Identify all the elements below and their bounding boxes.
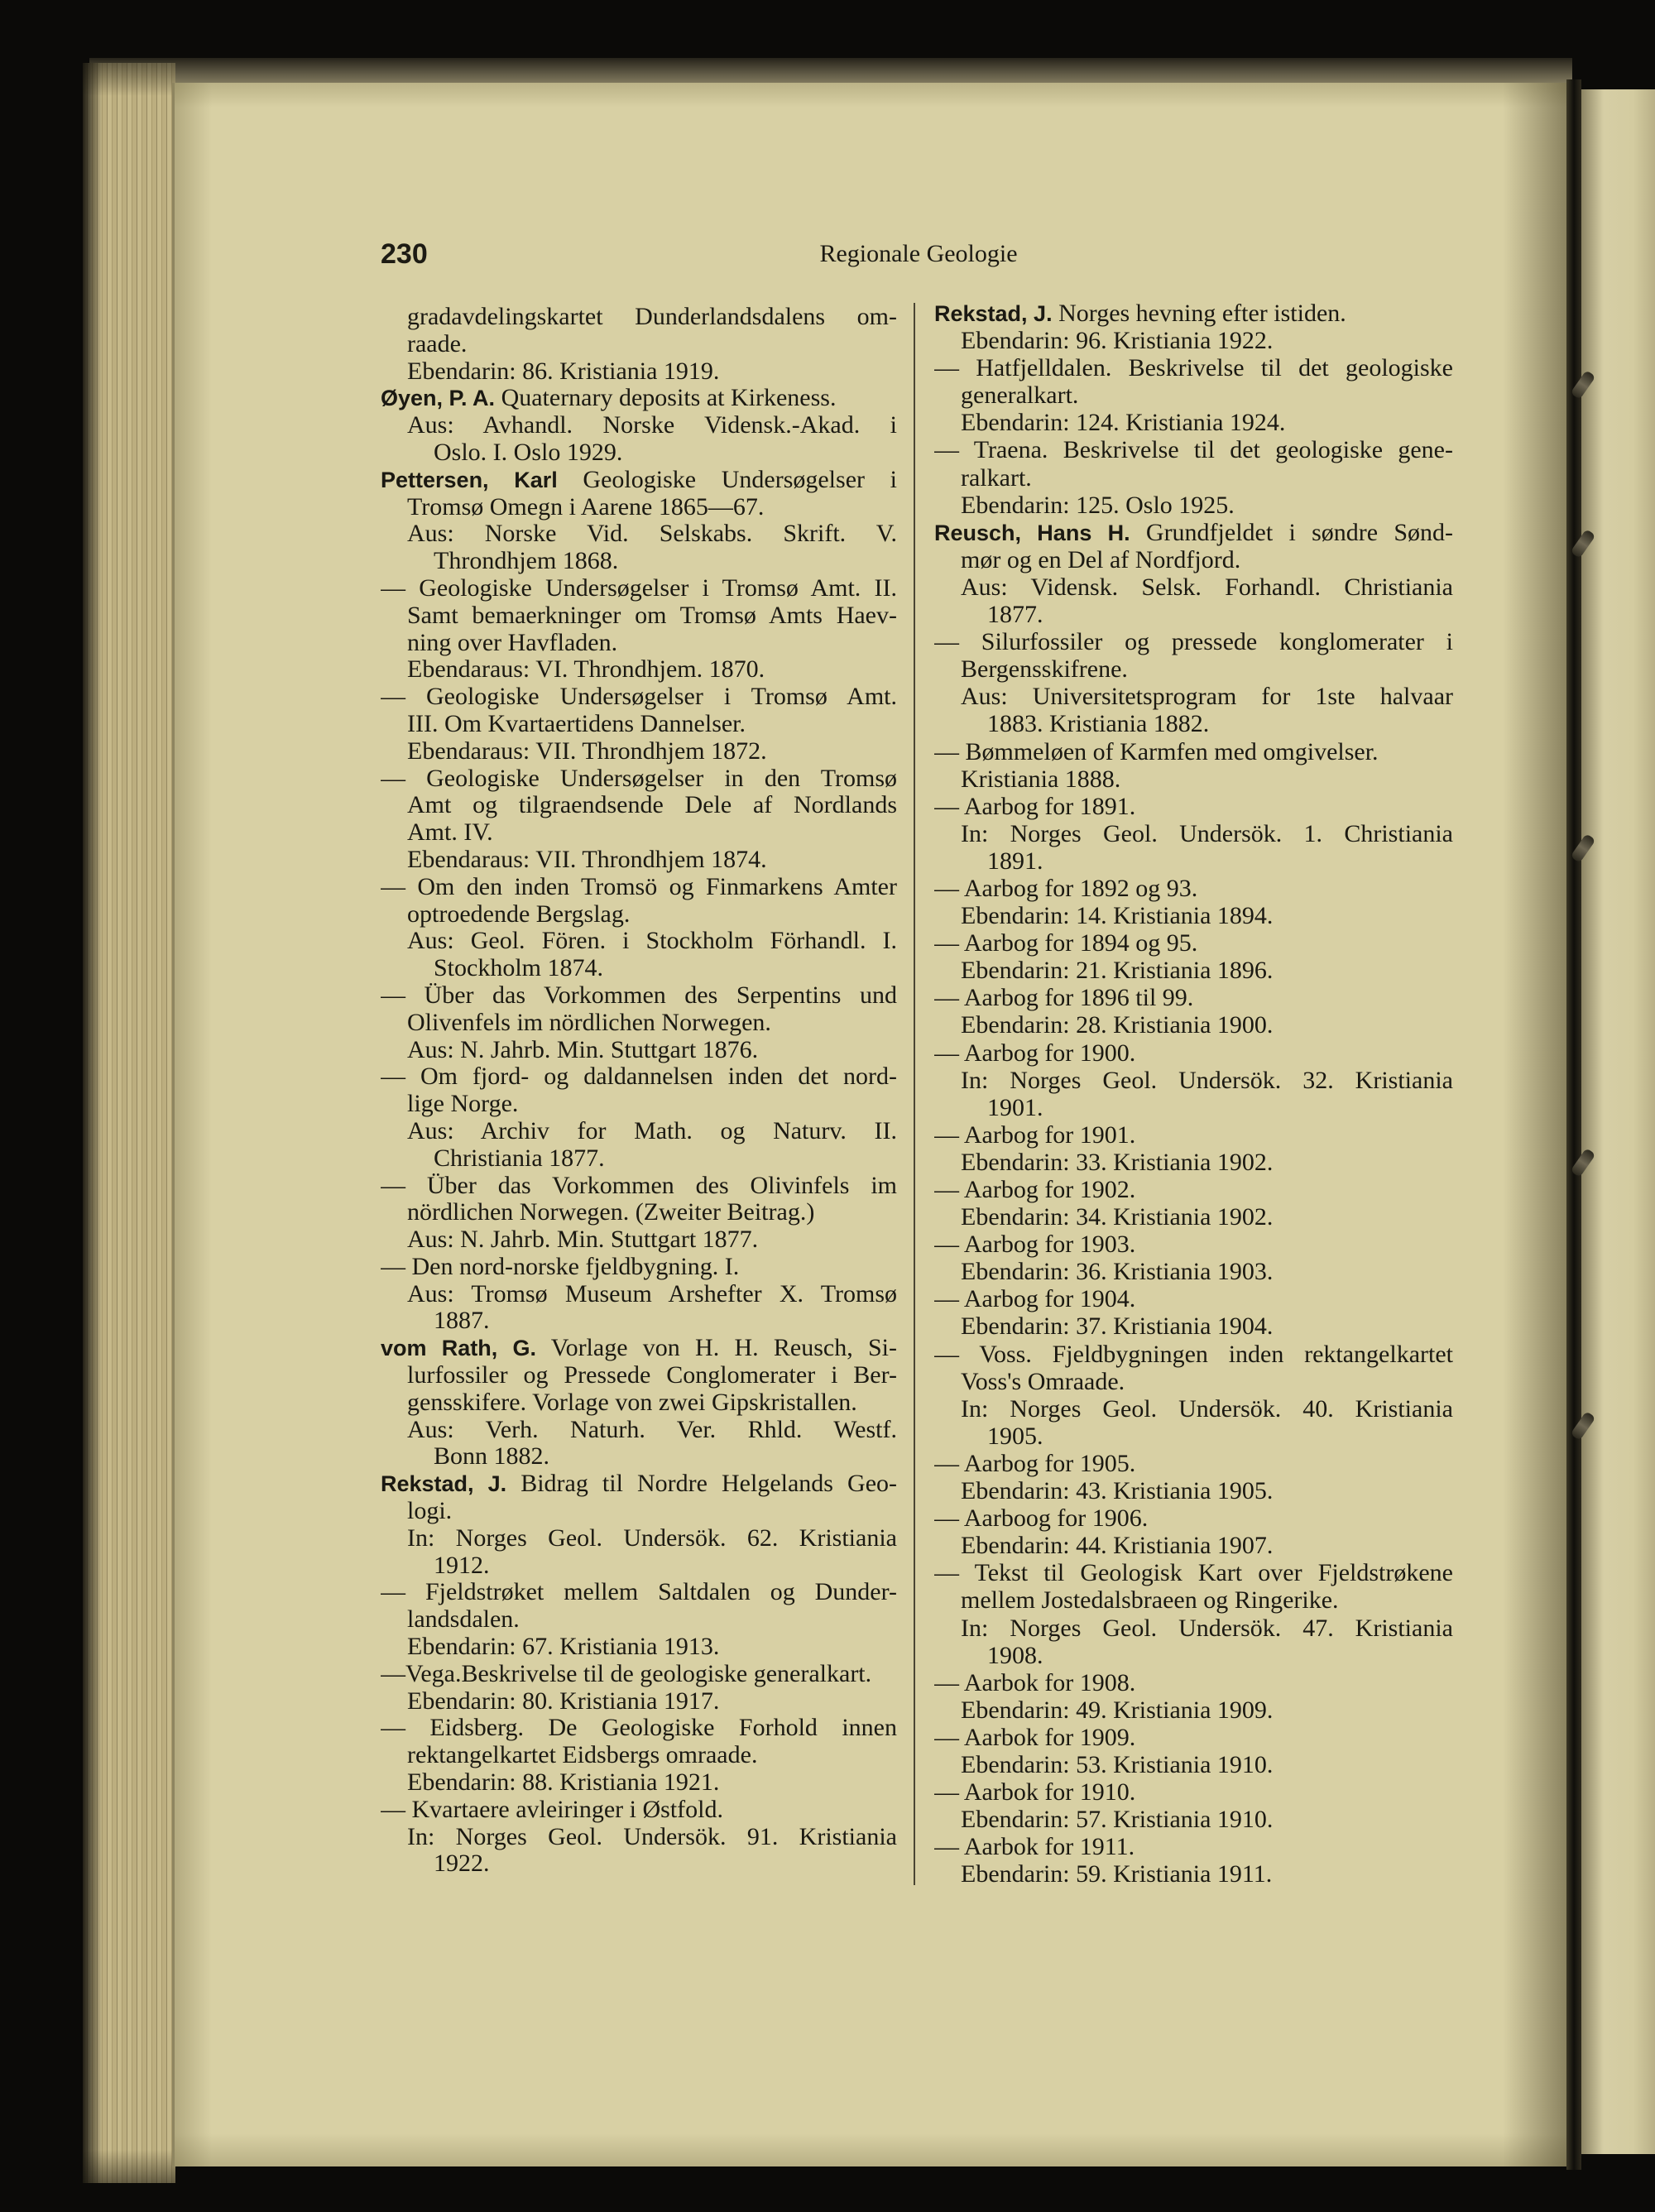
entry-source-line — [381, 847, 897, 874]
entry-source-line — [381, 1443, 897, 1471]
entry-source-line — [934, 683, 1453, 710]
source-text: Ebendaraus: VII. Throndhjem 1874. — [407, 846, 767, 873]
entry-source-line — [381, 1118, 897, 1145]
title-text: mellem Jostedalsbraeen og Ringerike. — [961, 1586, 1339, 1615]
entry-heading-line — [934, 1341, 1453, 1368]
source-text: Throndhjem 1868. — [434, 548, 619, 575]
source-text: Aus: Universitetsprogram for 1ste halvaar — [961, 683, 1453, 711]
entry-source-line — [381, 1037, 897, 1064]
source-text: Aus: N. Jahrb. Min. Stuttgart 1876. — [407, 1036, 759, 1063]
bib-entry — [381, 575, 897, 684]
entry-heading-line — [381, 385, 897, 412]
title-text: optroedende Bergslag. — [407, 900, 631, 928]
title-text: gradavdelingskartet Dunderlandsdalens om- — [407, 304, 897, 330]
entry-source-line — [381, 1145, 897, 1173]
entry-heading-line — [381, 1063, 897, 1091]
column-left — [381, 304, 897, 1878]
bib-entry — [381, 467, 897, 575]
entry-heading-line — [381, 765, 897, 793]
entry-source-line — [381, 1850, 897, 1878]
entry-heading-line — [381, 684, 897, 711]
entry-heading-line — [934, 354, 1453, 381]
bib-entry — [934, 1285, 1453, 1340]
source-text: Ebendarin: 36. Kristiania 1903. — [961, 1258, 1274, 1286]
source-text: Aus: Verh. Naturh. Ver. Rhld. Westf. — [407, 1416, 897, 1443]
source-text: Ebendarin: 37. Kristiania 1904. — [961, 1312, 1274, 1341]
source-text: In: Norges Geol. Undersök. 1. Christiania — [961, 819, 1453, 847]
title-text: — Aarbog for 1904. — [934, 1285, 1136, 1313]
entry-source-line — [934, 1011, 1453, 1039]
bib-entry — [934, 875, 1453, 929]
title-text: — Kvartaere avleiringer i Østfold. — [381, 1796, 724, 1823]
title-text: — Aarbog for 1894 og 95. — [934, 929, 1198, 957]
bib-entry — [381, 1254, 897, 1335]
source-text: Ebendarin: 14. Kristiania 1894. — [961, 902, 1274, 930]
entry-source-line — [381, 1525, 897, 1552]
entry-source-line — [934, 847, 1453, 875]
entry-title-line — [381, 711, 897, 738]
source-text: Aus: N. Jahrb. Min. Stuttgart 1877. — [407, 1226, 759, 1254]
entry-source-line — [381, 1824, 897, 1851]
source-text: In: Norges Geol. Undersök. 91. Kristiania — [407, 1823, 897, 1850]
entry-source-line — [934, 1395, 1453, 1423]
entry-title-line — [381, 901, 897, 928]
title-text: generalkart. — [961, 381, 1079, 410]
entry-heading-line — [381, 575, 897, 602]
stacked-page-edges — [83, 63, 175, 2183]
title-text: mør og en Del af Nordfjord. — [961, 545, 1241, 573]
entry-heading-line — [934, 1121, 1453, 1149]
bib-entry — [934, 1176, 1453, 1231]
title-text: — Hatfjelldalen. Beskrivelse til det geologiske — [934, 354, 1453, 382]
source-text: 1908. — [987, 1641, 1043, 1669]
entry-source-line — [381, 412, 897, 439]
title-text: Amt og tilgraendsende Dele af Nordlands — [407, 792, 897, 819]
entry-source-line — [934, 710, 1453, 737]
title-text: — Bømmeløen of Karmfen med omgivelser. — [934, 737, 1379, 765]
bib-entry — [934, 929, 1453, 984]
bib-entry — [934, 984, 1453, 1039]
source-text: Ebendarin: 67. Kristiania 1913. — [407, 1634, 720, 1661]
entry-source-line — [381, 928, 897, 955]
bib-entry — [934, 1778, 1453, 1833]
title-text: — Aarbog for 1903. — [934, 1231, 1136, 1259]
title-text: III. Om Kvartaertidens Dannelser. — [407, 710, 746, 737]
title-text: — Aarbok for 1909. — [934, 1723, 1136, 1751]
entry-heading-line — [381, 467, 897, 494]
bib-entry — [934, 1039, 1453, 1121]
title-text: — Tekst til Geologisk Kart over Fjeldstrøkene — [934, 1559, 1453, 1587]
source-text: 1912. — [434, 1552, 490, 1579]
entry-title-line — [381, 1362, 897, 1389]
title-text: gensskifere. Vorlage von zwei Gipskristallen. — [407, 1389, 857, 1416]
entry-title-line — [381, 1742, 897, 1769]
author-name: vom Rath, G. — [381, 1336, 537, 1361]
entry-heading-line — [934, 1504, 1453, 1532]
title-text: — Eidsberg. De Geologiske Forhold innen — [381, 1715, 897, 1742]
title-text: Bidrag til Nordre Helgelands Geo- — [520, 1471, 897, 1498]
source-text: Ebendarin: 88. Kristiania 1921. — [407, 1769, 720, 1797]
source-text: Ebendarin: 28. Kristiania 1900. — [961, 1011, 1274, 1039]
entry-title-line — [934, 546, 1453, 573]
title-text: Olivenfels im nördlichen Norwegen. — [407, 1009, 771, 1036]
title-text: — Aarbog for 1900. — [934, 1039, 1136, 1067]
source-text: In: Norges Geol. Undersök. 32. Kristiania — [961, 1066, 1453, 1094]
title-text: — Über das Vorkommen des Olivinfels im — [381, 1172, 897, 1199]
entry-source-line — [381, 1281, 897, 1308]
source-text: 1922. — [434, 1850, 490, 1878]
entry-source-line — [934, 1615, 1453, 1642]
title-text: raade. — [407, 330, 468, 357]
source-text: 1883. Kristiania 1882. — [987, 710, 1210, 738]
entry-title-line — [381, 1606, 897, 1634]
title-text: Samt bemaerkninger om Tromsø Amts Haev- — [407, 602, 897, 629]
entry-heading-line — [934, 1669, 1453, 1696]
bib-entry — [381, 684, 897, 765]
entry-source-line — [934, 1532, 1453, 1559]
bib-entry — [934, 1669, 1453, 1724]
entry-source-line — [381, 1769, 897, 1797]
entry-heading-line — [934, 984, 1453, 1011]
title-text: logi. — [407, 1498, 453, 1525]
entry-heading-line — [934, 1724, 1453, 1751]
entry-heading-line — [381, 874, 897, 901]
title-text: — Aarbog for 1892 og 93. — [934, 874, 1198, 902]
source-text: Ebendarin: 59. Kristiania 1911. — [961, 1860, 1273, 1888]
bib-entry — [934, 1833, 1453, 1888]
entry-source-line — [934, 409, 1453, 436]
bib-entry — [381, 765, 897, 874]
title-text: Norges hevning efter istiden. — [1058, 300, 1346, 327]
entry-heading-line — [934, 793, 1453, 820]
source-text: Kristiania 1888. — [961, 765, 1121, 793]
source-text: Ebendarin: 43. Kristiania 1905. — [961, 1477, 1274, 1505]
title-text: — Aarbog for 1891. — [934, 792, 1136, 820]
page-number: 230 — [381, 238, 428, 270]
source-text: Aus: Avhandl. Norske Vidensk.-Akad. i — [407, 412, 897, 439]
entry-title-line — [381, 602, 897, 630]
bib-entry — [934, 354, 1453, 436]
entry-title-line — [381, 1199, 897, 1226]
entry-source-line — [934, 1067, 1453, 1094]
entry-heading-line — [934, 738, 1453, 765]
title-text: — Aarbog for 1901. — [934, 1120, 1136, 1149]
entry-title-line — [934, 655, 1453, 683]
entry-title-line — [381, 1091, 897, 1118]
entry-source-line — [934, 1312, 1453, 1340]
entry-source-line — [381, 439, 897, 467]
bib-entry — [934, 628, 1453, 737]
bib-entry — [381, 1715, 897, 1796]
author-name: Reusch, Hans H. — [934, 520, 1130, 545]
bib-entry — [381, 1661, 897, 1715]
source-text: 1901. — [987, 1093, 1043, 1121]
bib-entry — [381, 1797, 897, 1878]
title-text: — Aarbok for 1910. — [934, 1778, 1136, 1807]
entry-heading-line — [934, 1231, 1453, 1258]
entry-source-line — [934, 1806, 1453, 1833]
bib-entry — [381, 1471, 897, 1579]
bib-entry — [934, 1450, 1453, 1504]
title-text: Bergensskifrene. — [961, 655, 1128, 684]
title-text: —Vega.Beskrivelse til de geologiske generalkart. — [381, 1660, 872, 1687]
source-text: Ebendarin: 57. Kristiania 1910. — [961, 1806, 1274, 1834]
entry-heading-line — [381, 304, 897, 331]
entry-title-line — [381, 819, 897, 847]
author-name: Rekstad, J. — [934, 301, 1053, 326]
source-text: Oslo. I. Oslo 1929. — [434, 439, 623, 466]
title-text: — Geologiske Undersøgelser i Tromsø Amt. II. — [381, 574, 897, 602]
entry-source-line — [381, 738, 897, 765]
title-text: — Aarbok for 1911. — [934, 1833, 1135, 1861]
running-head: Regionale Geologie — [819, 240, 1018, 267]
entry-source-line — [381, 955, 897, 982]
column-right — [934, 300, 1453, 1888]
source-text: Aus: Vidensk. Selsk. Forhandl. Christiania — [961, 573, 1453, 601]
column-divider — [914, 303, 915, 1885]
entry-title-line — [381, 1010, 897, 1037]
facing-page-edge — [1581, 89, 1655, 2154]
entry-source-line — [934, 1258, 1453, 1285]
entry-title-line — [381, 1498, 897, 1525]
entry-source-line — [381, 656, 897, 684]
source-text: Ebendarin: 124. Kristiania 1924. — [961, 409, 1286, 437]
entry-heading-line — [381, 1579, 897, 1606]
entry-source-line — [934, 957, 1453, 984]
entry-source-line — [934, 765, 1453, 793]
source-text: Ebendarin: 80. Kristiania 1917. — [407, 1687, 720, 1715]
entry-source-line — [934, 492, 1453, 519]
entry-source-line — [381, 1308, 897, 1335]
entry-heading-line — [934, 519, 1453, 546]
entry-source-line — [381, 358, 897, 386]
bib-entry — [381, 1335, 897, 1471]
entry-heading-line — [934, 1176, 1453, 1203]
title-text: Voss's Omraade. — [961, 1367, 1125, 1395]
entry-heading-line — [381, 1797, 897, 1824]
source-text: 1905. — [987, 1422, 1043, 1450]
title-text: ning over Havfladen. — [407, 629, 618, 656]
source-text: Ebendarin: 96. Kristiania 1922. — [961, 327, 1274, 355]
entry-heading-line — [934, 436, 1453, 463]
source-text: Ebendarin: 34. Kristiania 1902. — [961, 1203, 1274, 1231]
entry-heading-line — [934, 628, 1453, 655]
title-text: — Om fjord- og daldannelsen inden det nord- — [381, 1063, 897, 1091]
entry-heading-line — [934, 1285, 1453, 1312]
entry-source-line — [381, 521, 897, 548]
source-text: Ebendarin: 49. Kristiania 1909. — [961, 1696, 1274, 1724]
entry-title-line — [934, 1368, 1453, 1395]
bib-entry — [934, 519, 1453, 628]
title-text: — Geologiske Undersøgelser in den Tromsø — [381, 765, 897, 792]
author-name: Pettersen, Karl — [381, 467, 558, 492]
title-text: Quaternary deposits at Kirkeness. — [501, 385, 837, 412]
entry-title-line — [381, 792, 897, 819]
entry-title-line — [381, 630, 897, 657]
entry-heading-line — [934, 1778, 1453, 1806]
author-name: Øyen, P. A. — [381, 386, 496, 411]
entry-heading-line — [381, 1254, 897, 1281]
entry-source-line — [934, 1149, 1453, 1176]
source-text: 1891. — [987, 847, 1043, 875]
entry-source-line — [934, 327, 1453, 354]
title-text: rektangelkartet Eidsbergs omraade. — [407, 1742, 758, 1769]
book-top-edge — [89, 58, 1572, 86]
source-text: Aus: Archiv for Math. og Naturv. II. — [407, 1117, 897, 1144]
entry-source-line — [381, 1634, 897, 1661]
entry-source-line — [934, 573, 1453, 601]
source-text: Christiania 1877. — [434, 1144, 605, 1172]
title-text: — Aarboog for 1906. — [934, 1504, 1149, 1533]
entry-title-line — [934, 464, 1453, 492]
entry-heading-line — [934, 1450, 1453, 1477]
source-text: Aus: Geol. Fören. i Stockholm Förhandl. I. — [407, 928, 897, 955]
source-text: Ebendarin: 86. Kristiania 1919. — [407, 357, 720, 385]
entry-heading-line — [381, 1715, 897, 1742]
entry-heading-line — [934, 300, 1453, 327]
title-text: — Om den inden Tromsö og Finmarkens Amter — [381, 873, 897, 900]
title-text: — Voss. Fjeldbygningen inden rektangelkartet — [934, 1340, 1453, 1368]
entry-heading-line — [934, 1833, 1453, 1860]
bib-entry — [934, 1121, 1453, 1176]
title-text: — Aarbog for 1905. — [934, 1449, 1136, 1477]
bib-entry — [381, 1063, 897, 1172]
title-text: landsdalen. — [407, 1606, 520, 1634]
entry-source-line — [934, 1094, 1453, 1121]
entry-heading-line — [381, 1173, 897, 1200]
bib-entry — [934, 1724, 1453, 1778]
source-text: Bonn 1882. — [434, 1443, 550, 1471]
entry-source-line — [934, 1423, 1453, 1450]
entry-heading-line — [381, 982, 897, 1010]
source-text: Ebendarin: 21. Kristiania 1896. — [961, 957, 1274, 985]
source-text: 1887. — [434, 1308, 490, 1335]
bib-entry — [381, 1173, 897, 1254]
source-text: Ebendaraus: VI. Throndhjem. 1870. — [407, 656, 765, 684]
entry-source-line — [934, 902, 1453, 929]
entry-source-line — [934, 1203, 1453, 1231]
title-text: — Aarbog for 1902. — [934, 1176, 1136, 1203]
entry-source-line — [934, 1696, 1453, 1724]
entry-source-line — [381, 1688, 897, 1715]
entry-source-line — [934, 1860, 1453, 1888]
bib-entry — [381, 982, 897, 1063]
title-text: ralkart. — [961, 463, 1032, 492]
entry-source-line — [934, 601, 1453, 628]
title-text: lige Norge. — [407, 1091, 519, 1118]
title-text: Tromsø Omegn i Aarene 1865—67. — [407, 493, 765, 521]
bib-entry — [934, 300, 1453, 354]
entry-source-line — [934, 1751, 1453, 1778]
title-text: Geologiske Undersøgelser i — [583, 466, 897, 493]
bib-entry — [934, 738, 1453, 793]
title-text: — Fjeldstrøket mellem Saltdalen og Dunder- — [381, 1579, 897, 1606]
bib-entry — [934, 1504, 1453, 1559]
bib-entry — [934, 1559, 1453, 1668]
source-text: Aus: Tromsø Museum Arshefter X. Tromsø — [407, 1280, 897, 1308]
title-text: — Den nord-norske fjeldbygning. I. — [381, 1253, 740, 1280]
entry-heading-line — [381, 1335, 897, 1362]
title-text: Vorlage von H. H. Reusch, Si- — [550, 1335, 897, 1362]
title-text: — Geologiske Undersøgelser i Tromsø Amt. — [381, 684, 897, 711]
bib-entry — [934, 436, 1453, 518]
source-text: In: Norges Geol. Undersök. 40. Kristiania — [961, 1394, 1453, 1423]
entry-source-line — [381, 548, 897, 575]
source-text: Ebendarin: 125. Oslo 1925. — [961, 491, 1235, 519]
source-text: 1877. — [987, 601, 1043, 629]
entry-source-line — [934, 1477, 1453, 1504]
entry-heading-line — [934, 1039, 1453, 1067]
entry-heading-line — [934, 1559, 1453, 1586]
bib-entry — [381, 1579, 897, 1660]
title-text: nördlichen Norwegen. (Zweiter Beitrag.) — [407, 1199, 815, 1226]
entry-heading-line — [934, 875, 1453, 902]
entry-source-line — [381, 1552, 897, 1580]
bib-entry — [934, 1341, 1453, 1450]
entry-title-line — [381, 331, 897, 358]
bib-entry — [934, 793, 1453, 875]
source-text: Ebendaraus: VII. Throndhjem 1872. — [407, 737, 767, 765]
title-text: — Traena. Beskrivelse til det geologiske gene- — [934, 436, 1453, 464]
bib-entry — [381, 874, 897, 982]
title-text: Grundfjeldet i søndre Sønd- — [1145, 518, 1453, 546]
entry-title-line — [381, 1389, 897, 1417]
source-text: In: Norges Geol. Undersök. 47. Kristiania — [961, 1614, 1453, 1642]
author-name: Rekstad, J. — [381, 1471, 507, 1497]
entry-heading-line — [381, 1471, 897, 1498]
source-text: Ebendarin: 44. Kristiania 1907. — [961, 1532, 1274, 1560]
entry-title-line — [381, 494, 897, 521]
bib-entry — [934, 1231, 1453, 1285]
entry-title-line — [934, 381, 1453, 409]
entry-source-line — [381, 1226, 897, 1254]
entry-heading-line — [934, 929, 1453, 957]
source-text: Stockholm 1874. — [434, 955, 604, 982]
source-text: Ebendarin: 33. Kristiania 1902. — [961, 1148, 1274, 1176]
title-text: lurfossiler og Pressede Conglomerater i Ber- — [407, 1362, 897, 1389]
source-text: Aus: Norske Vid. Selskabs. Skrift. V. — [407, 521, 897, 548]
entry-source-line — [934, 820, 1453, 847]
entry-source-line — [381, 1417, 897, 1444]
entry-source-line — [934, 1642, 1453, 1669]
source-text: Ebendarin: 53. Kristiania 1910. — [961, 1750, 1274, 1778]
entry-title-line — [934, 1586, 1453, 1614]
bib-entry — [381, 385, 897, 466]
title-text: — Silurfossiler og pressede konglomerater i — [934, 628, 1453, 656]
bib-entry — [381, 304, 897, 385]
entry-heading-line — [381, 1661, 897, 1688]
title-text: — Aarbok for 1908. — [934, 1668, 1136, 1696]
title-text: — Aarbog for 1896 til 99. — [934, 984, 1194, 1012]
title-text: Amt. IV. — [407, 819, 493, 847]
title-text: — Über das Vorkommen des Serpentins und — [381, 981, 897, 1009]
source-text: In: Norges Geol. Undersök. 62. Kristiania — [407, 1524, 897, 1552]
